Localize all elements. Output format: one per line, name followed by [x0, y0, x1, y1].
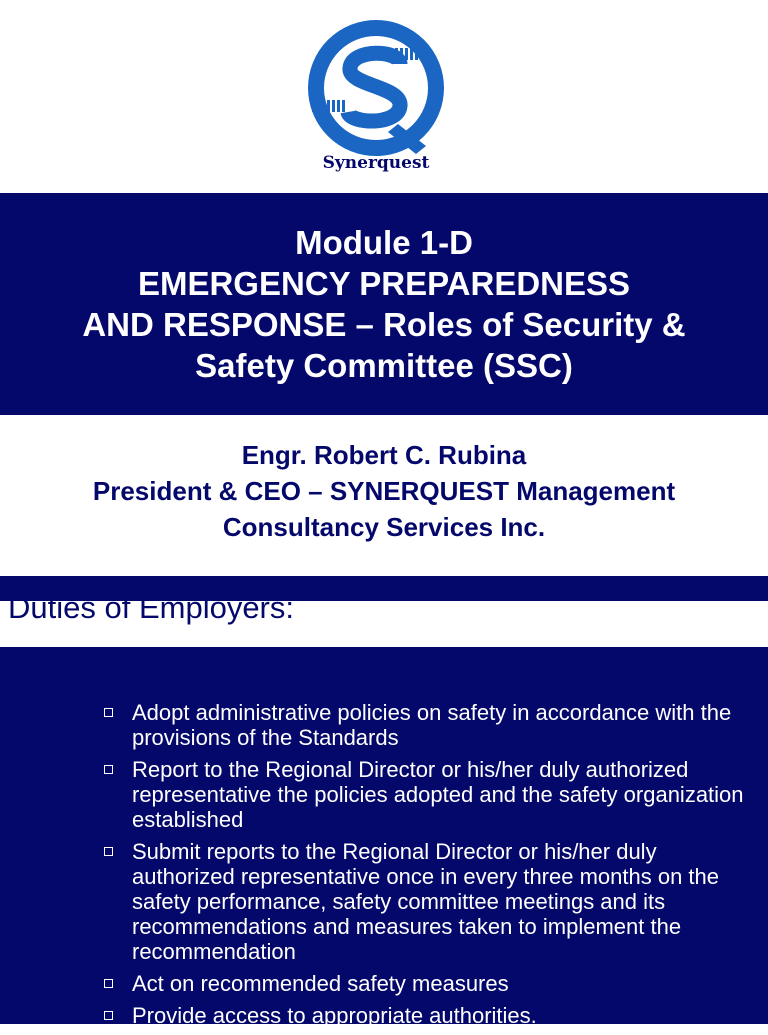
- list-item-text: Act on recommended safety measures: [132, 971, 509, 996]
- hollow-square-bullet-icon: [104, 765, 113, 774]
- module-title-line: Module 1-D: [295, 224, 473, 261]
- author-company: Consultancy Services Inc.: [222, 512, 546, 542]
- sq-logo-icon: [290, 12, 462, 184]
- list-item-text: Submit reports to the Regional Director or his/her duly authorized representative once in every three months on the safety performance, safety committee meetings and its recommendations and measures taken to implement the recommendation: [132, 839, 720, 964]
- list-item: [100, 971, 750, 996]
- module-title-line: AND RESPONSE – Roles of Security &: [82, 306, 686, 343]
- hollow-square-bullet-icon: [104, 847, 113, 856]
- list-item-text: Adopt administrative policies on safety in accordance with the provisions of the Standards: [132, 700, 732, 750]
- list-item-text: Report to the Regional Director or his/her duly authorized representative the policies adopted and the safety organization established: [132, 757, 744, 832]
- list-item-text: Provide access to appropriate authorities.: [132, 1003, 537, 1028]
- synerquest-logo: [290, 12, 462, 184]
- author-title: President & CEO – SYNERQUEST Management: [92, 476, 676, 506]
- author-block: [0, 437, 768, 545]
- section-heading: Duties of Employers:: [8, 590, 294, 625]
- title-band: [0, 193, 768, 415]
- list-item: [100, 700, 750, 750]
- author-name: Engr. Robert C. Rubina: [241, 440, 527, 470]
- list-item: [100, 839, 750, 964]
- logo-text: Synerquest: [322, 153, 430, 173]
- duties-list: [100, 700, 750, 1035]
- list-item: [100, 1003, 750, 1028]
- hollow-square-bullet-icon: [104, 708, 113, 717]
- module-title-line: EMERGENCY PREPAREDNESS: [137, 265, 631, 302]
- hollow-square-bullet-icon: [104, 979, 113, 988]
- list-item: [100, 757, 750, 832]
- module-title-line: Safety Committee (SSC): [195, 347, 573, 384]
- hollow-square-bullet-icon: [104, 1011, 113, 1020]
- section-heading-clip: [0, 578, 768, 646]
